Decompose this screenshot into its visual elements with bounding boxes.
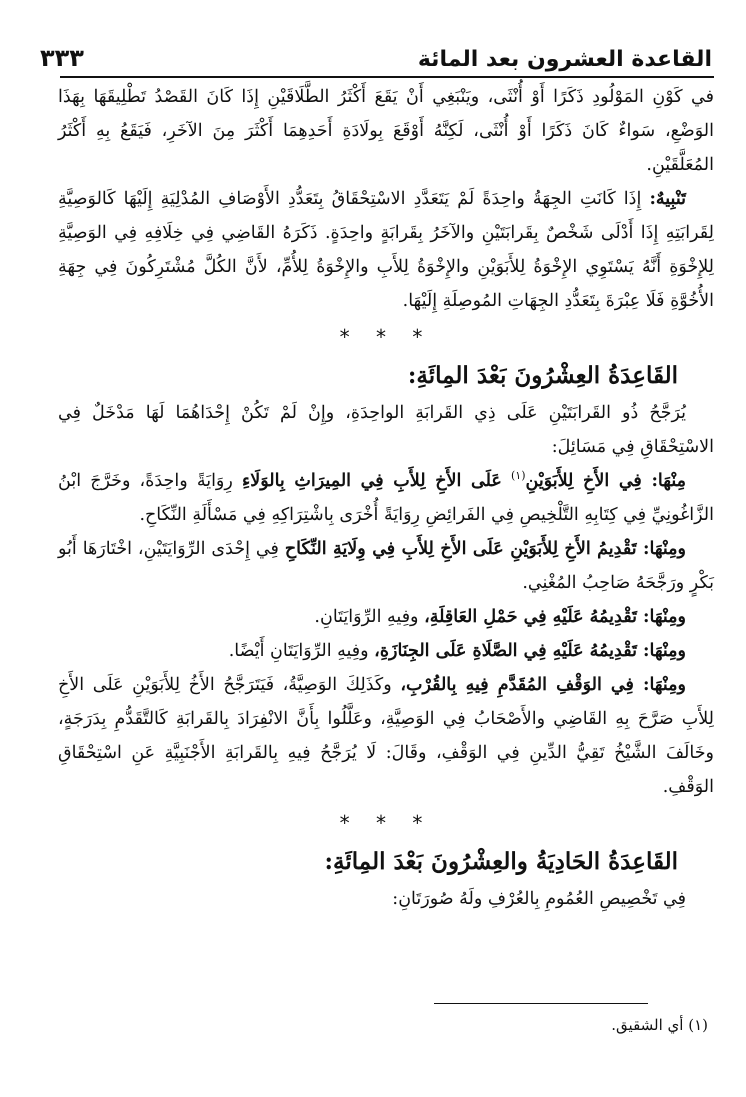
rule-120-item-3 [58, 600, 714, 634]
item-4-lead: ومِنْهَا: تَقْدِيمُهُ عَلَيْهِ فِي الصَّلَاةِ عَلَى الجِنَازَةِ، [374, 641, 686, 661]
page-body [58, 80, 714, 916]
rule-120-item-2 [58, 532, 714, 600]
running-title: القاعدة العشرون بعد المائة [417, 47, 712, 72]
item-3-rest: وفِيهِ الرِّوَايَتَانِ. [314, 607, 419, 627]
note-text: إِذَا كَانَتِ الجِهَةُ واحِدَةً لَمْ يَتَعَدَّدِ الاسْتِحْقَاقُ بِتَعَدُّدِ الأَوْصَافِ المُدْلِيَةِ إِلَيْهَا كَالوَصِيَّةِ لِقَرابَتِهِ إِذَا أَدْلَى شَخْصٌ بِقَرابَتَيْنِ والآخَرُ بِقَرابَةٍ واحِدَةٍ. ذَكَرَهُ القَاضِي فِي خِلَافِهِ فِي الوَصِيَّةِ لِلإِخْوَةِ أَنَّهُ يَسْتَوِي الإِخْوَةُ لِلأَبَوَيْنِ والإِخْوَةُ لِلأَبِ والإِخْوَةُ لِلأُمِّ، لأَنَّ الكُلَّ مُشْتَرِكُونَ فِي جِهَةِ الأُخُوَّةِ فَلَا عِبْرَةَ بِتَعَدُّدِ الجِهَاتِ المُوصِلَةِ إِلَيْهَا. [58, 189, 714, 311]
rule-120-heading: القَاعِدَةُ العِشْرُونَ بَعْدَ المِائَةِ: [407, 362, 678, 389]
page-header [40, 28, 712, 72]
rule-120-item-1 [58, 464, 714, 532]
page-number: ٣٣٣ [40, 44, 84, 72]
item-3-lead: ومِنْهَا: تَقْدِيمُهُ عَلَيْهِ فِي حَمْلِ العَاقِلَةِ، [424, 607, 686, 627]
footnote-reference[interactable]: (١) [510, 469, 526, 483]
footnote: (١) أي الشقيق. [611, 1016, 708, 1034]
item-4-rest: وفِيهِ الرِّوَايَتَانِ أَيْضًا. [228, 641, 369, 661]
footnote-rule [434, 1003, 648, 1004]
rule-120-item-4 [58, 634, 714, 668]
item-1-rest: رِوَايَةً واحِدَةً، وخَرَّجَ ابْنُ الزَّاغُونِيِّ فِي كِتَابِهِ التَّلْخِيصِ فِي الفَرائِضِ رِوَايَةً أُخْرَى بِاشْتِرَاكِهِ فِي مَسْأَلَةِ النِّكَاحِ. [58, 471, 714, 525]
item-1-bold-rest: عَلَى الأَخِ لِلأَبِ فِي المِيرَاثِ بِالوَلَاءِ [241, 471, 502, 491]
section-separator: * * * [339, 811, 433, 835]
item-1-lead: مِنْهَا: فِي الأَخِ لِلأَبَوَيْنِ [525, 471, 686, 491]
rule-121-heading: القَاعِدَةُ الحَادِيَةُ والعِشْرُونَ بَعْدَ المِائَةِ: [324, 848, 678, 875]
item-2-lead: ومِنْهَا: تَقْدِيمُ الأَخِ لِلأَبَوَيْنِ عَلَى الأَخِ لِلأَبِ فِي وِلَايَةِ النِّكَاحِ [284, 539, 686, 559]
intro-paragraph: في كَوْنِ المَوْلُودِ ذَكَرًا أَوْ أُنْثَى، ويَنْبَغِي أَنْ يَقَعَ أَكْثَرُ الطَّلَاقَيْنِ إِذَا كَانَ القَصْدُ تَطْلِيقَهَا بِهَذَا الوَضْعِ، سَواءٌ كَانَ ذَكَرًا أَوْ أُنْثَى، لَكِنَّهُ أَوْقَعَ بِولَادَةِ أَحَدِهِمَا أَكْثَرَ مِنَ الآخَرِ، فَيَقَعُ بِهِ أَكْثَرُ المُعَلَّقَيْنِ. [58, 87, 714, 175]
item-2-rest: فِي إِحْدَى الرِّوَايَتَيْنِ، اخْتَارَهَا أَبُو بَكْرٍ ورَجَّحَهُ صَاحِبُ المُغْنِي. [58, 539, 714, 593]
note-paragraph [58, 182, 714, 318]
header-rule [60, 76, 714, 78]
item-5-rest: وكَذَلِكَ الوَصِيَّةُ، فَيَتَرَجَّحُ الأَخُ لِلأَبَوَيْنِ عَلَى الأَخِ لِلأَبِ صَرَّحَ بِهِ القَاضِي والأَصْحَابُ فِي الوَصِيَّةِ، وعَلَّلُوا بِأَنَّ الانْفِرَادَ بِالقَرابَةِ كَالتَّقَدُّمِ بِدَرَجَةٍ، وخَالَفَ الشَّيْخُ تَقِيُّ الدِّينِ فِي الوَقْفِ، وقَالَ: لَا يُرَجَّحُ فِيهِ بِالقَرابَةِ الأَجْنَبِيَّةِ عَنِ اسْتِحْقَاقِ الوَقْفِ. [58, 675, 714, 797]
rule-120-item-5 [58, 668, 714, 804]
rule-120-intro: يُرَجَّحُ ذُو القَرابَتَيْنِ عَلَى ذِي القَرابَةِ الواحِدَةِ، وإِنْ لَمْ تَكُنْ إِحْدَاهُمَا لَهَا مَدْخَلٌ فِي الاسْتِحْقَاقِ فِي مَسَائِلَ: [58, 403, 714, 457]
section-separator: * * * [339, 325, 433, 349]
item-5-lead: ومِنْهَا: فِي الوَقْفِ المُقَدَّمِ فِيهِ بِالقُرْبِ، [400, 675, 686, 695]
note-label: تَنْبِيهٌ: [649, 189, 686, 209]
rule-121-intro: فِي تَخْصِيصِ العُمُومِ بِالعُرْفِ ولَهُ صُورَتَانِ: [392, 889, 686, 909]
